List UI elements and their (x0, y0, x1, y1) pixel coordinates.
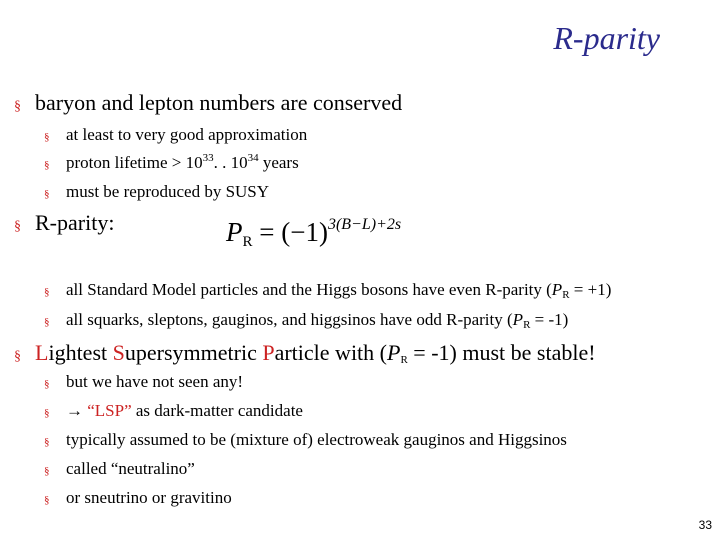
sub-item-odd-parity (44, 310, 568, 330)
arrow-right-icon: → (66, 401, 83, 420)
bullet-marker: § (44, 316, 50, 328)
bullet-marker: § (44, 131, 50, 143)
symbol-sub-r: R (562, 289, 570, 301)
lsp-label: “LSP” (83, 401, 132, 420)
sub-item-proton-lifetime (44, 153, 299, 173)
slide-title: R-parity (553, 20, 660, 56)
sub-item-text: typically assumed to be (mixture of) electroweak gauginos and Higgsinos (66, 430, 567, 449)
bullet-marker: § (44, 465, 50, 477)
symbol-sub-r: R (400, 354, 408, 366)
lifetime-pre: proton lifetime > 10 (66, 153, 203, 172)
bullet-text: baryon and lepton numbers are conserved (35, 90, 403, 115)
exponent-34: 34 (247, 152, 259, 164)
bullet-marker: § (44, 286, 50, 298)
phrase-must-be-stable: = -1) must be stable! (407, 340, 596, 365)
symbol-p: P (387, 340, 401, 365)
sub-item-text: must be reproduced by SUSY (66, 182, 270, 201)
letter-p: P (262, 340, 275, 365)
formula-p: P (226, 217, 243, 247)
bullet-marker: § (44, 188, 50, 200)
exponent-33: 33 (202, 152, 214, 164)
bullet-marker: § (44, 494, 50, 506)
sub-item-sneutrino (44, 488, 232, 508)
sub-item-text: or sneutrino or gravitino (66, 488, 232, 507)
formula-eq: = (−1) (252, 217, 328, 247)
sub-item-even-parity (44, 280, 611, 300)
r-parity-formula (226, 216, 401, 248)
sub-item-neutralino (44, 459, 195, 479)
bullet-marker: § (44, 436, 50, 448)
sub-item-pre: all Standard Model particles and the Higgs bosons have even R-parity ( (66, 280, 552, 299)
sub-item-susy (44, 182, 269, 202)
formula-sub-r: R (242, 234, 253, 250)
bullet-item-r-parity (14, 210, 114, 236)
bullet-item-lsp (14, 340, 596, 366)
bullet-item-conservation (14, 90, 402, 116)
bullet-marker: § (44, 378, 50, 390)
sub-item-dark-matter (44, 401, 303, 421)
letter-l: L (35, 340, 49, 365)
sub-item-gauginos (44, 430, 567, 450)
sub-item-post: = -1) (530, 310, 569, 329)
word-ightest: ightest (48, 340, 113, 365)
sub-item-text: at least to very good approximation (66, 125, 308, 144)
word-upersymmetric: upersymmetric (124, 340, 263, 365)
letter-s: S (112, 340, 125, 365)
bullet-text: R-parity: (35, 210, 115, 235)
symbol-p: P (512, 310, 524, 329)
phrase-article-with: article with ( (274, 340, 387, 365)
sub-item-text: but we have not seen any! (66, 372, 244, 391)
sub-item-text: called “neutralino” (66, 459, 195, 478)
formula-exponent: 3(B−L)+2s (327, 216, 402, 233)
bullet-marker: § (44, 407, 50, 419)
symbol-sub-r: R (523, 319, 531, 331)
symbol-p: P (551, 280, 563, 299)
lifetime-mid: . . 10 (213, 153, 248, 172)
page-number: 33 (698, 518, 712, 532)
bullet-marker: § (14, 349, 21, 364)
lifetime-post: years (258, 153, 299, 172)
bullet-marker: § (14, 219, 21, 234)
sub-item-approximation (44, 125, 307, 145)
sub-item-post: as dark-matter candidate (131, 401, 303, 420)
bullet-marker: § (14, 99, 21, 114)
sub-item-not-seen (44, 372, 243, 392)
sub-item-post: = +1) (569, 280, 612, 299)
bullet-marker: § (44, 159, 50, 171)
sub-item-pre: all squarks, sleptons, gauginos, and higgsinos have odd R-parity ( (66, 310, 513, 329)
